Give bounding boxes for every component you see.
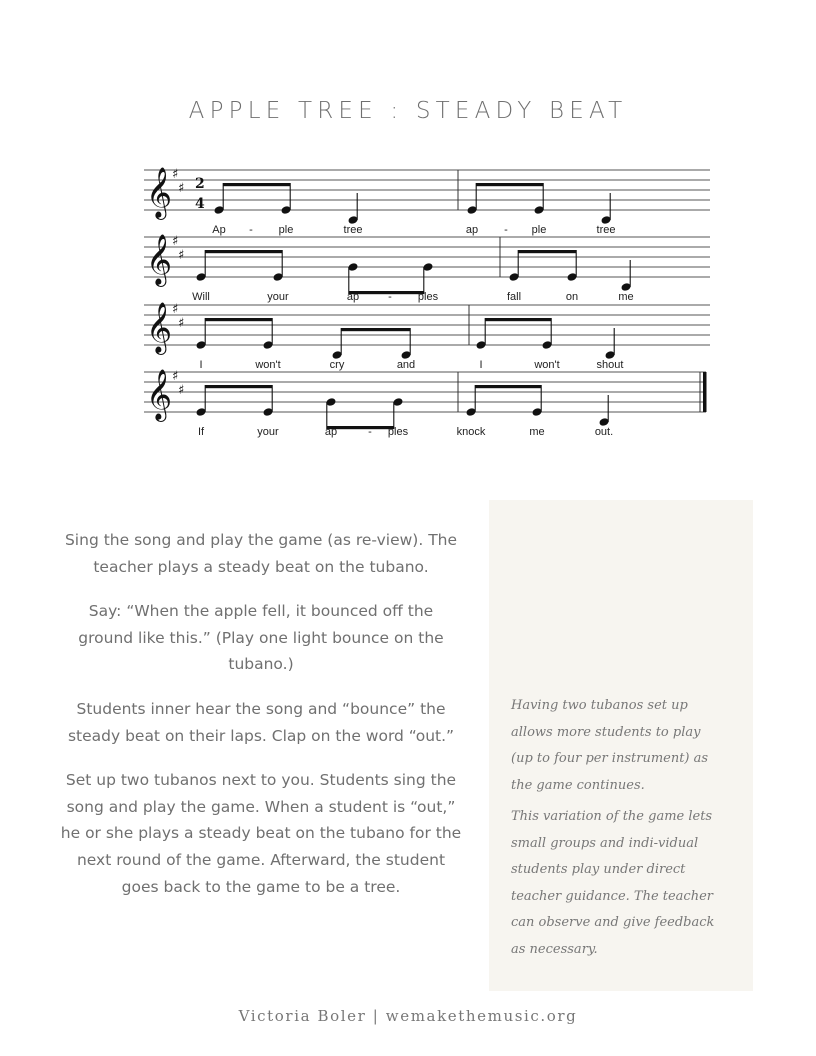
instruction-paragraph: Students inner hear the song and “bounce” the steady beat on their laps. Clap on the word “out.” <box>67 699 455 745</box>
lyric-syllable: - <box>504 224 508 236</box>
lyric-syllable: ple <box>278 224 294 236</box>
beam <box>518 250 576 253</box>
lyric-syllable: I <box>479 359 483 371</box>
lyric-syllable: and <box>396 359 416 371</box>
lyric-syllable: - <box>368 426 372 438</box>
instruction-paragraph: Sing the song and play the game (as re-view). The teacher plays a steady beat on the tubano. <box>64 531 458 576</box>
lyric-syllable: ap <box>346 291 360 303</box>
lyric-syllable: Ap <box>212 224 226 236</box>
lyric-syllable: me <box>529 426 545 438</box>
sidebar-note-box <box>489 500 753 991</box>
lyric-syllable: out. <box>594 426 614 438</box>
lyric-syllable: fall <box>506 291 522 303</box>
lyric-syllable: ple <box>531 224 547 236</box>
lyric-syllable: shout <box>596 359 624 371</box>
sidebar-note: Having two tubanos set up allows more students to play (up to four per instrument) as the game continues. <box>511 698 709 793</box>
lyric-syllable: tree <box>343 224 363 236</box>
lyric-syllable: Will <box>192 291 210 303</box>
beam <box>223 183 290 186</box>
lyric-syllable: cry <box>329 359 345 371</box>
sharp-icon: ♯ <box>178 181 185 196</box>
sidebar-note: This variation of the game lets small groups and indi-vidual students play under direct teacher guidance. The teacher can observe and give feedback as necessary. <box>511 809 715 957</box>
sharp-icon: ♯ <box>172 167 179 182</box>
lyric-syllable: on <box>565 291 579 303</box>
time-signature-top: 2 <box>195 176 205 192</box>
lyric-syllable: ap <box>465 224 479 236</box>
lyric-syllable: - <box>249 224 253 236</box>
treble-clef-icon: 𝄞 <box>146 302 173 353</box>
lyric-syllable: me <box>618 291 634 303</box>
sharp-icon: ♯ <box>178 383 185 398</box>
beam <box>485 318 551 321</box>
beam <box>205 250 282 253</box>
beam <box>205 318 272 321</box>
treble-clef-icon: 𝄞 <box>146 369 173 420</box>
lyric-syllable: ap <box>324 426 338 438</box>
page-title: APPLE TREE : STEADY BEAT <box>188 98 628 124</box>
sharp-icon: ♯ <box>178 316 185 331</box>
sharp-icon: ♯ <box>172 234 179 249</box>
lyric-syllable: knock <box>456 426 486 438</box>
beam <box>476 183 543 186</box>
sharp-icon: ♯ <box>172 369 179 384</box>
lyric-syllable: won't <box>534 359 560 371</box>
lyric-syllable: tree <box>596 224 616 236</box>
lyric-syllable: I <box>199 359 203 371</box>
lyric-syllable: your <box>267 291 289 303</box>
sharp-icon: ♯ <box>172 302 179 317</box>
beam <box>475 385 541 388</box>
lyric-syllable: If <box>197 426 205 438</box>
lyric-syllable: won't <box>255 359 281 371</box>
sharp-icon: ♯ <box>178 248 185 263</box>
lyric-syllable: ples <box>387 426 409 438</box>
instruction-paragraph: Say: “When the apple fell, it bounced off the ground like this.” (Play one light bounce on the tubano.) <box>78 602 444 674</box>
time-signature-bottom: 4 <box>195 196 205 212</box>
instructions <box>60 527 462 918</box>
sidebar-text <box>511 693 716 968</box>
beam <box>349 291 424 294</box>
instruction-paragraph: Set up two tubanos next to you. Students sing the song and play the game. When a student is “out,” he or she plays a steady beat on the tubano for the next round of the game. Afterward, the student goes back to the game to be a tree. <box>60 771 462 896</box>
treble-clef-icon: 𝄞 <box>146 234 173 285</box>
treble-clef-icon: 𝄞 <box>146 167 173 218</box>
lyric-syllable: your <box>257 426 279 438</box>
sheet-music <box>140 150 720 440</box>
lyric-syllable: ples <box>417 291 439 303</box>
footer-credit: Victoria Boler | wemakethemusic.org <box>238 1007 578 1025</box>
beam <box>205 385 272 388</box>
lyric-syllable: - <box>388 291 392 303</box>
final-barline <box>703 372 707 412</box>
beam <box>341 328 410 331</box>
